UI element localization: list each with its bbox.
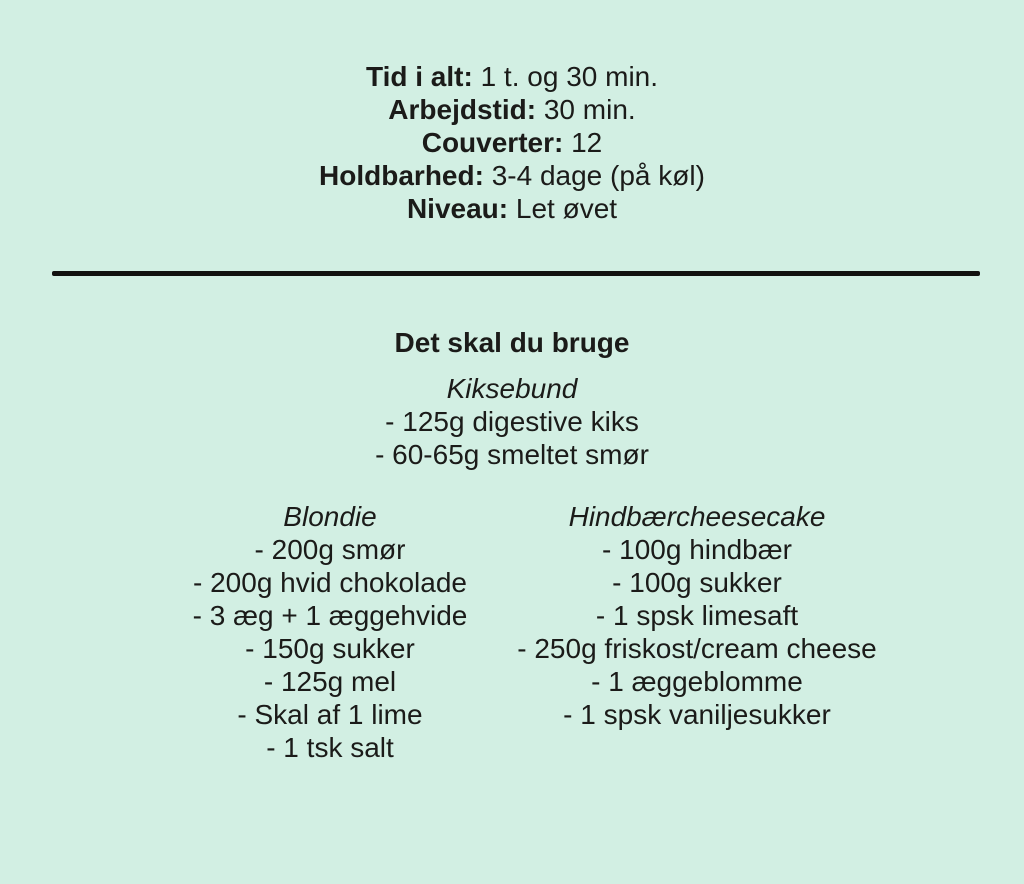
meta-value: 30 min. — [536, 94, 636, 125]
meta-label: Holdbarhed: — [319, 160, 484, 191]
ingredient-item: - 150g sukker — [245, 633, 415, 664]
meta-value: 12 — [563, 127, 603, 158]
group-name-hindbaercheesecake: Hindbærcheesecake — [568, 501, 826, 532]
meta-value: 1 t. og 30 min. — [472, 61, 659, 92]
meta-value: 3-4 dage (på køl) — [483, 160, 705, 191]
meta-line-shelf-life — [0, 159, 1024, 192]
meta-line-work-time — [0, 93, 1024, 126]
recipe-meta — [0, 0, 1024, 225]
ingredient-item: - 125g mel — [263, 666, 397, 697]
ingredient-item: - 1 spsk vaniljesukker — [563, 699, 831, 730]
section-divider — [52, 271, 980, 276]
ingredient-item: - 100g sukker — [612, 567, 782, 598]
ingredient-item: - 250g friskost/cream cheese — [517, 633, 877, 664]
ingredient-item: - Skal af 1 lime — [237, 699, 423, 730]
ingredient-group-hindbaercheesecake — [507, 500, 887, 764]
section-title: Det skal du bruge — [394, 327, 630, 358]
ingredient-item: - 100g hindbær — [602, 534, 792, 565]
group-name-blondie: Blondie — [283, 501, 377, 532]
meta-line-total-time — [0, 60, 1024, 93]
meta-label: Arbejdstid: — [388, 94, 537, 125]
meta-label: Tid i alt: — [365, 61, 473, 92]
meta-line-level — [0, 192, 1024, 225]
meta-label: Couverter: — [421, 127, 564, 158]
ingredient-group-blondie — [170, 500, 490, 764]
group-name-kiksebund: Kiksebund — [446, 373, 578, 404]
ingredient-columns — [0, 500, 1024, 764]
ingredient-item: - 1 æggeblomme — [591, 666, 803, 697]
ingredient-item: - 200g smør — [254, 534, 406, 565]
ingredient-item: - 60-65g smeltet smør — [375, 439, 649, 470]
ingredient-item: - 125g digestive kiks — [385, 406, 639, 437]
ingredient-item: - 1 spsk limesaft — [595, 600, 799, 631]
meta-line-servings — [0, 126, 1024, 159]
ingredient-item: - 1 tsk salt — [266, 732, 394, 763]
meta-label: Niveau: — [406, 193, 509, 224]
ingredient-group-kiksebund — [0, 372, 1024, 471]
ingredient-item: - 200g hvid chokolade — [193, 567, 467, 598]
ingredient-item: - 3 æg + 1 æggehvide — [192, 600, 468, 631]
meta-value: Let øvet — [508, 193, 618, 224]
